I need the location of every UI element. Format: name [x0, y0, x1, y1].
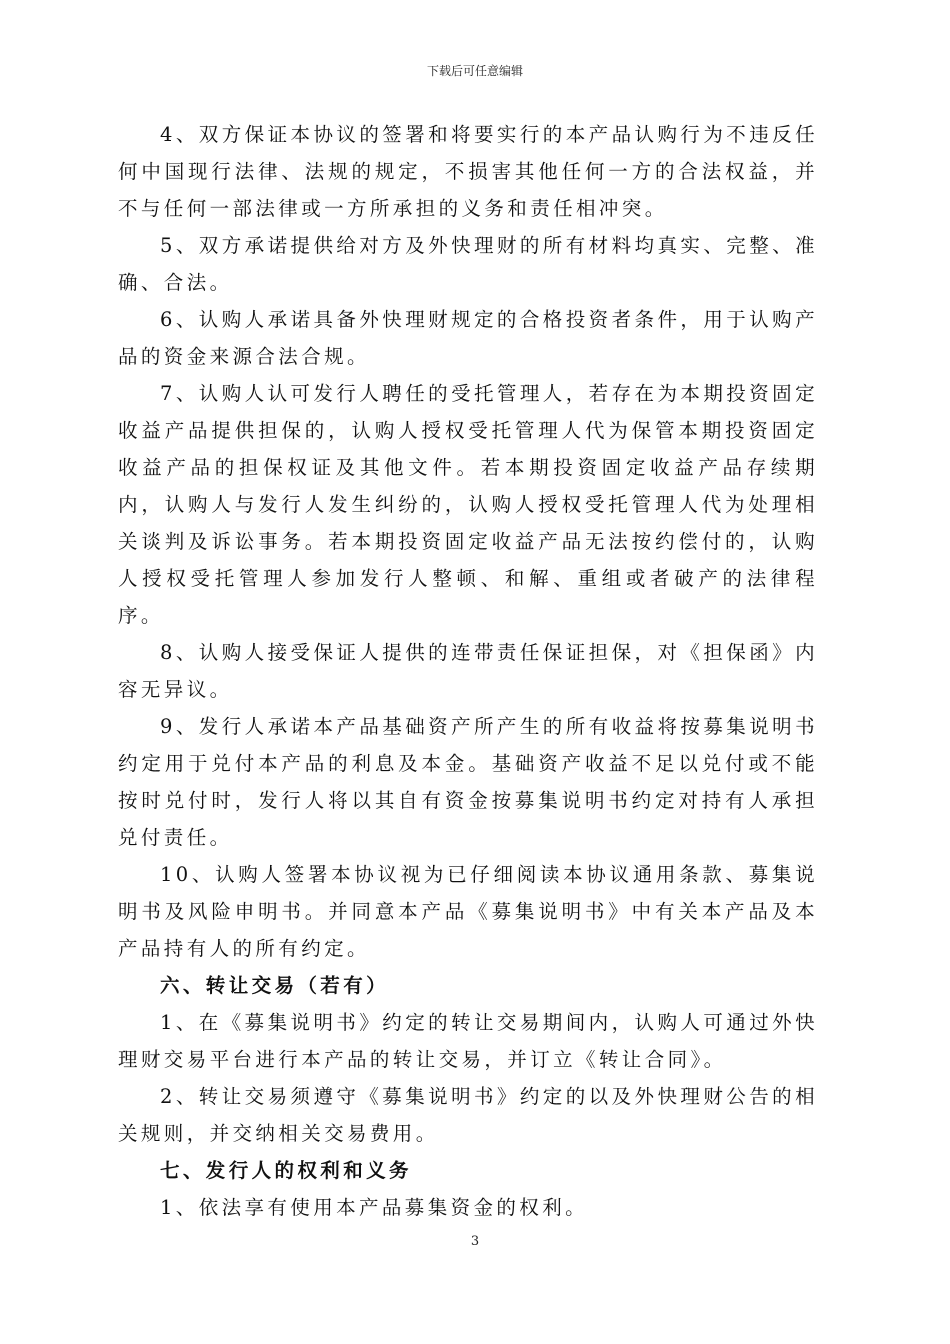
page-header: 下载后可任意编辑 — [426, 64, 523, 78]
clause-7: 7、认购人认可发行人聘任的受托管理人，若存在为本期投资固定收益产品提供担保的，认购人授权受托管理人代为保管本期投资固定收益产品的担保权证及其他文件。若本期投资固定收益产品存续期内，认购人与发行人发生纠纷的，认购人授权受托管理人代为处理相关谈判及诉讼事务。若本期投资固定收益产品无法按约偿付的，认购人授权受托管理人参加发行人整顿、和解、重组或者破产的法律程序。 — [118, 382, 818, 627]
section-7-heading: 七、发行人的权利和义务 — [160, 1159, 412, 1182]
clause-10: 10、认购人签署本协议视为已仔细阅读本协议通用条款、募集说明书及风险申明书。并同意本产品《募集说明书》中有关本产品及本产品持有人的所有约定。 — [118, 863, 818, 960]
clause-8: 8、认购人接受保证人提供的连带责任保证担保，对《担保函》内容无异议。 — [118, 641, 818, 701]
clause-4: 4、双方保证本协议的签署和将要实行的本产品认购行为不违反任何中国现行法律、法规的规定，不损害其他任何一方的合法权益，并不与任何一部法律或一方所承担的义务和责任相冲突。 — [118, 123, 818, 220]
document-body — [118, 116, 818, 1226]
section-6-clause-1: 1、在《募集说明书》约定的转让交易期间内，认购人可通过外快理财交易平台进行本产品的转让交易，并订立《转让合同》。 — [118, 1011, 818, 1071]
clause-9: 9、发行人承诺本产品基础资产所产生的所有收益将按募集说明书约定用于兑付本产品的利息及本金。基础资产收益不足以兑付或不能按时兑付时，发行人将以其自有资金按募集说明书约定对持有人承担兑付责任。 — [118, 715, 818, 849]
clause-6: 6、认购人承诺具备外快理财规定的合格投资者条件，用于认购产品的资金来源合法合规。 — [118, 308, 818, 368]
section-6-heading: 六、转让交易（若有） — [160, 974, 390, 997]
section-7-clause-1: 1、依法享有使用本产品募集资金的权利。 — [160, 1196, 589, 1219]
page-number: 3 — [470, 1234, 480, 1249]
section-6-clause-2: 2、转让交易须遵守《募集说明书》约定的以及外快理财公告的相关规则，并交纳相关交易费用。 — [118, 1085, 818, 1145]
clause-5: 5、双方承诺提供给对方及外快理财的所有材料均真实、完整、准确、合法。 — [118, 234, 818, 294]
